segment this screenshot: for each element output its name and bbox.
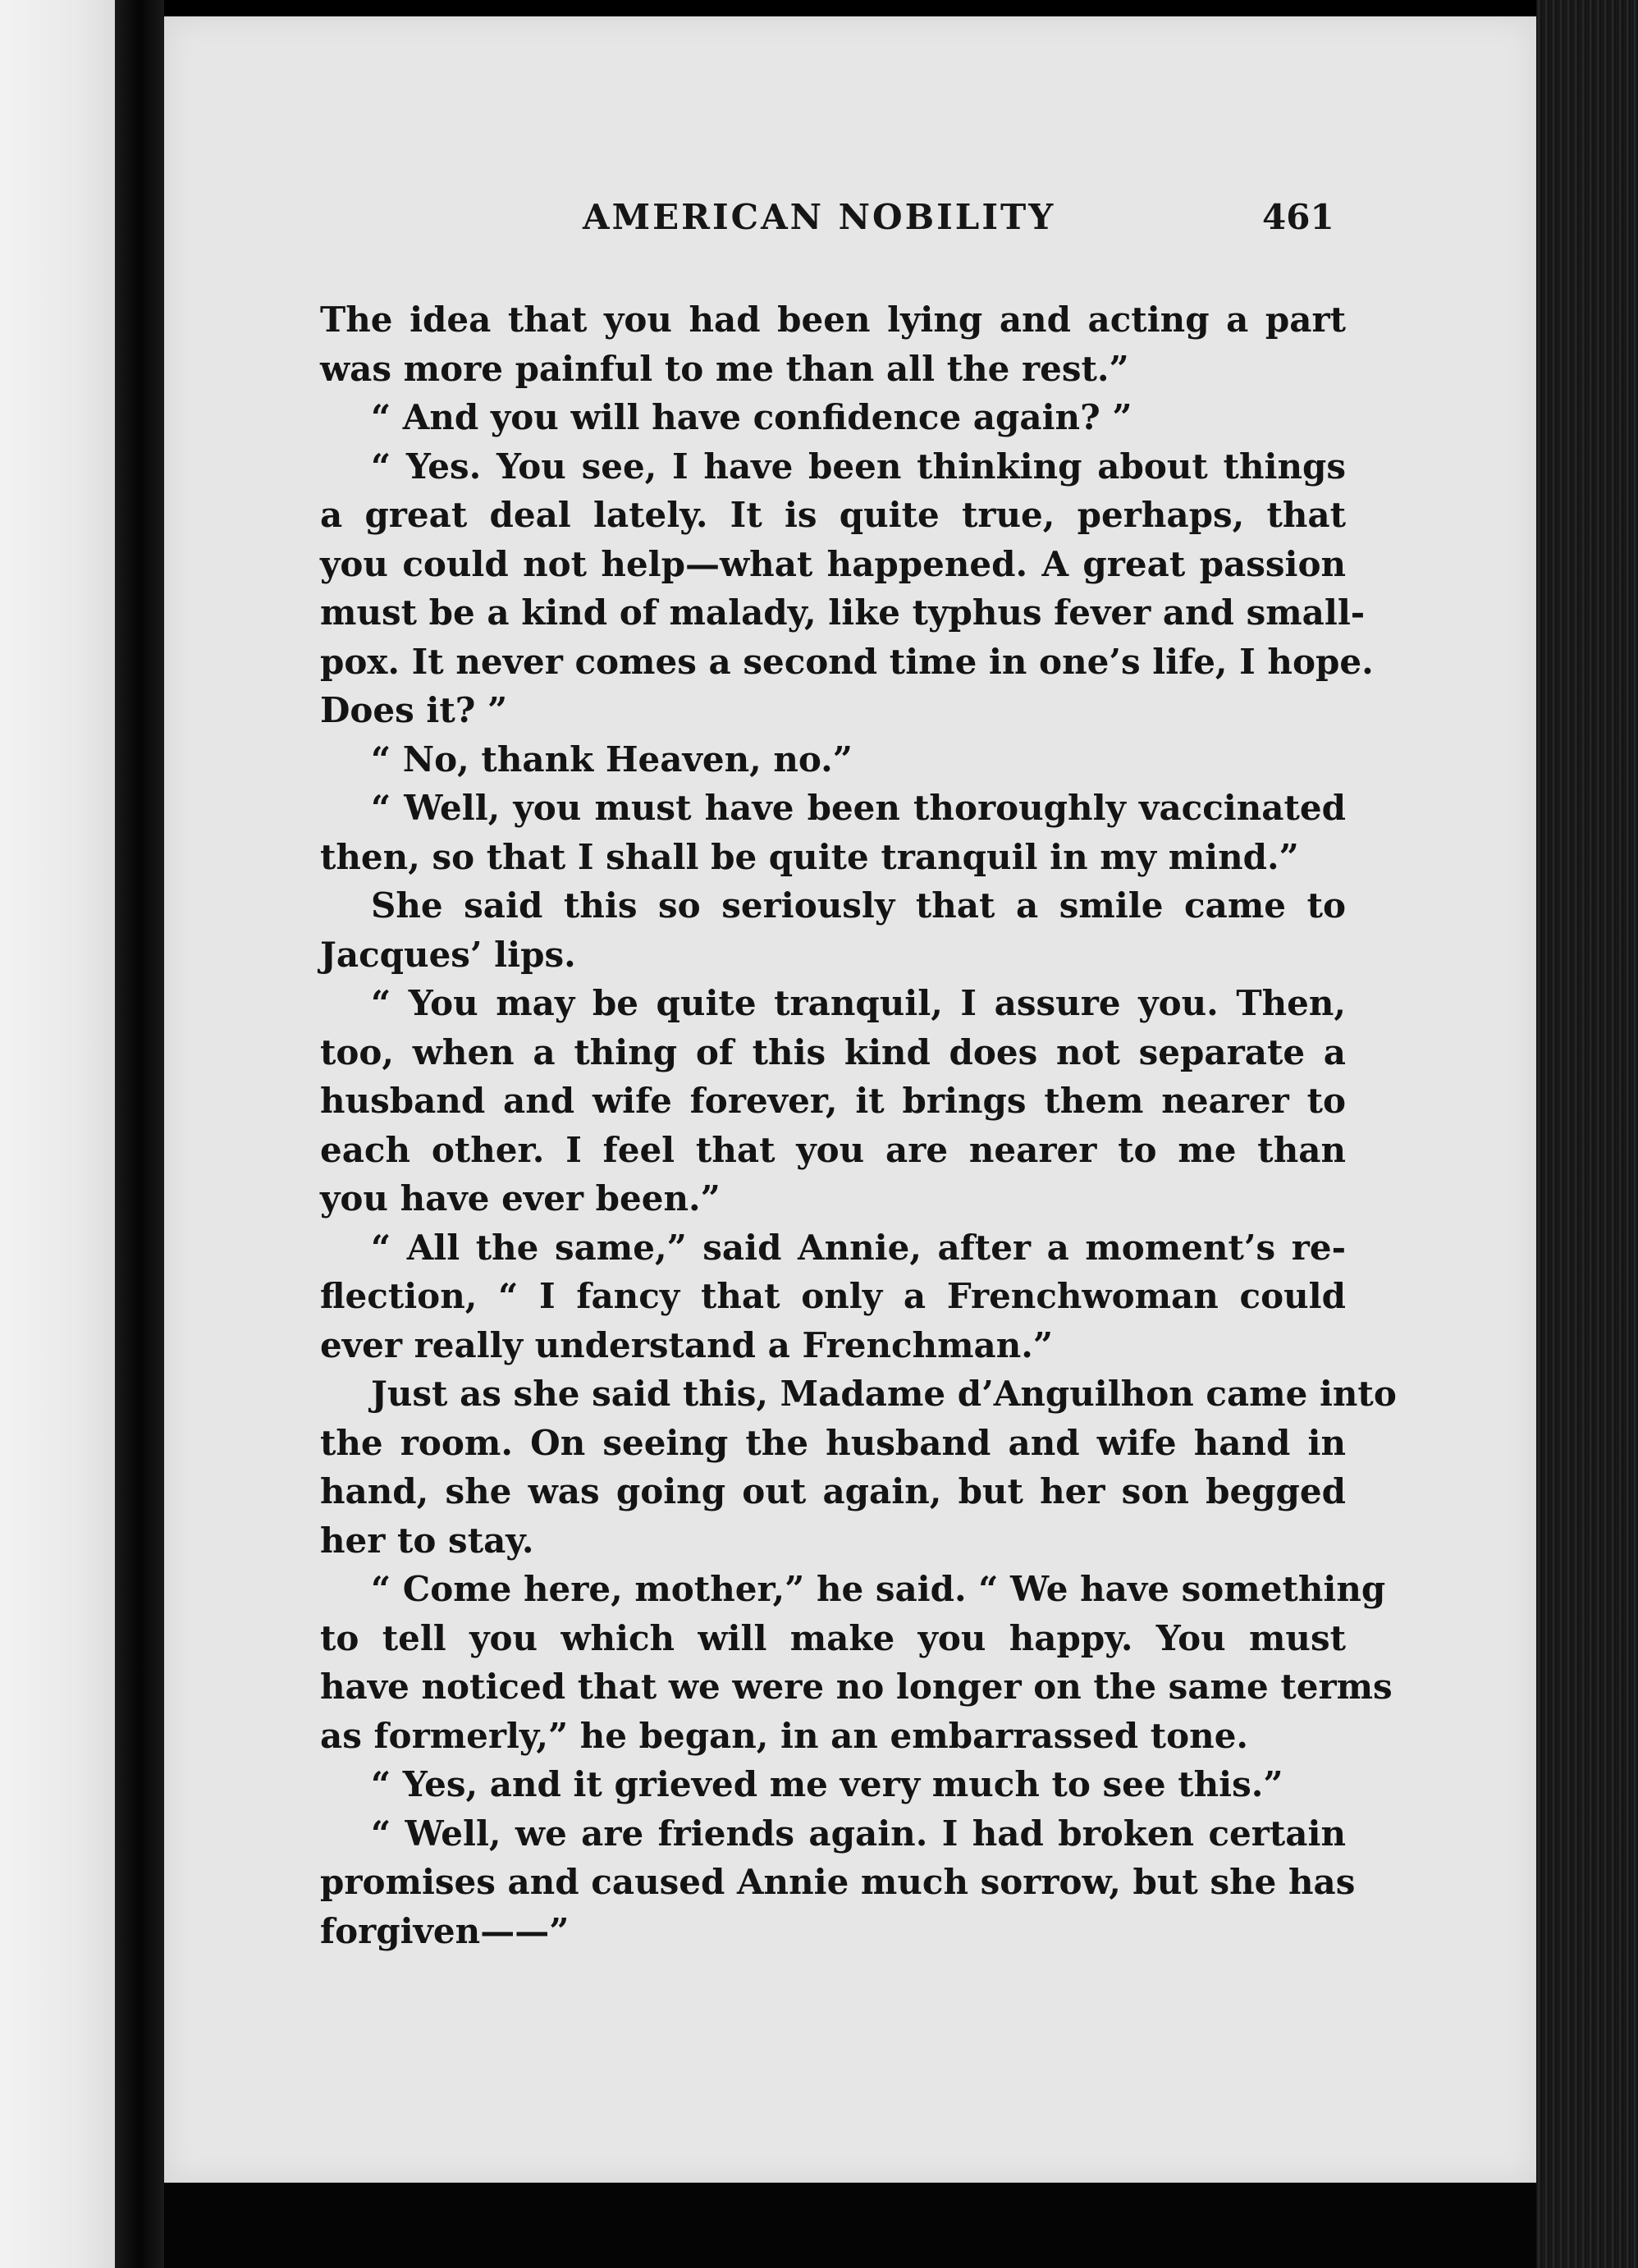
text-line: her to stay. <box>320 1520 534 1561</box>
text-line: must be a kind of malady, like typhus fever and small- <box>320 592 1366 633</box>
facing-page-edge <box>0 0 115 2268</box>
text-line: the room. On seeing the husband and wife hand in <box>320 1422 1346 1463</box>
text-line: hand, she was going out again, but her son begged <box>320 1471 1346 1511</box>
text-line: The idea that you had been lying and acting a part <box>320 300 1346 340</box>
text-line: “ All the same,” said Annie, after a moment’s re- <box>371 1227 1346 1268</box>
text-line: husband and wife forever, it brings them nearer to <box>320 1081 1346 1121</box>
text-line: a great deal lately. It is quite true, perhaps, that <box>320 495 1346 535</box>
text-line: promises and caused Annie much sorrow, but she has <box>320 1862 1356 1902</box>
text-line: then, so that I shall be quite tranquil in my mind.” <box>320 836 1299 877</box>
text-line: you have ever been.” <box>320 1178 721 1219</box>
text-line: was more painful to me than all the rest.” <box>320 348 1129 389</box>
page-stack-edge <box>1536 0 1638 2268</box>
text-line: Just as she said this, Madame d’Anguilhon came into <box>371 1374 1397 1414</box>
text-line: each other. I feel that you are nearer to me than <box>320 1129 1346 1170</box>
page-number: 461 <box>1262 197 1334 237</box>
text-line: “ Come here, mother,” he said. “ We have something <box>371 1569 1386 1609</box>
text-line: to tell you which will make you happy. You must <box>320 1617 1346 1658</box>
text-line: flection, “ I fancy that only a Frenchwoman could <box>320 1276 1346 1316</box>
body-text <box>320 295 1397 1955</box>
text-line: Jacques’ lips. <box>320 934 576 975</box>
text-line: “ Yes, and it grieved me very much to see this.” <box>371 1764 1283 1804</box>
scan-bottom-border <box>164 2183 1536 2268</box>
running-title: AMERICAN NOBILITY <box>583 197 1056 237</box>
text-line: “ And you will have confidence again? ” <box>371 397 1132 437</box>
text-line: too, when a thing of this kind does not separate a <box>320 1031 1346 1072</box>
text-line: “ You may be quite tranquil, I assure you. Then, <box>371 983 1346 1023</box>
book-page <box>164 16 1536 2183</box>
text-line: forgiven——” <box>320 1910 570 1951</box>
page-header <box>164 197 1536 254</box>
text-line: ever really understand a Frenchman.” <box>320 1324 1054 1365</box>
text-line: you could not help—what happened. A great passion <box>320 543 1346 584</box>
book-gutter <box>115 0 164 2268</box>
text-line: “ Yes. You see, I have been thinking about things <box>371 446 1346 487</box>
text-line: have noticed that we were no longer on the same terms <box>320 1667 1393 1707</box>
text-line: as formerly,” he began, in an embarrassed tone. <box>320 1715 1249 1756</box>
text-line: Does it? ” <box>320 690 508 730</box>
text-line: pox. It never comes a second time in one’s life, I hope. <box>320 641 1374 682</box>
text-line: She said this so seriously that a smile came to <box>371 885 1346 926</box>
text-line: “ No, thank Heaven, no.” <box>371 738 853 780</box>
text-line: “ Well, you must have been thoroughly vaccinated <box>371 788 1346 828</box>
text-line: “ Well, we are friends again. I had broken certain <box>371 1813 1346 1854</box>
